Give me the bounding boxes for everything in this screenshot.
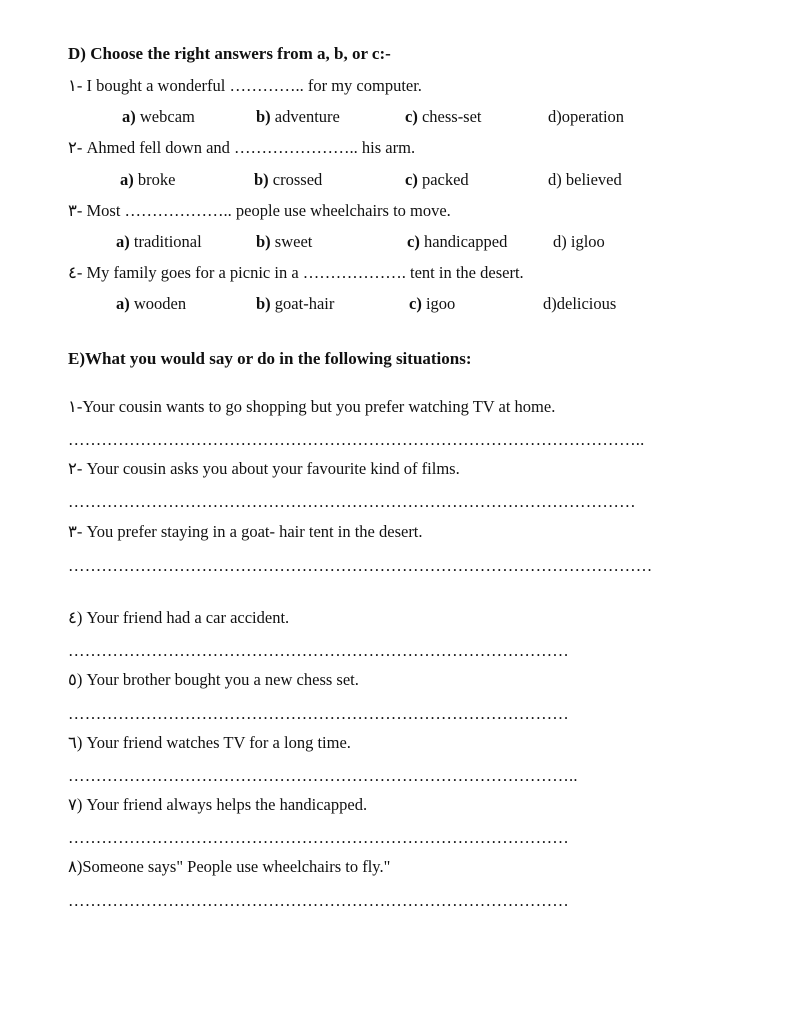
- answer-line-3[interactable]: ……………………………………………………………………………………………: [68, 556, 653, 575]
- situation-1: ١-Your cousin wants to go shopping but you prefer watching TV at home.: [68, 397, 556, 416]
- situation-4: ٤) Your friend had a car accident.: [68, 608, 290, 627]
- q1-option-b[interactable]: b) adventure: [256, 107, 340, 126]
- answer-line-7[interactable]: ………………………………………………………………………………: [68, 828, 569, 847]
- q4-option-b[interactable]: b) goat-hair: [256, 294, 335, 313]
- q2-option-d[interactable]: d) believed: [548, 170, 622, 189]
- situation-5: ٥) Your brother bought you a new chess set.: [68, 670, 359, 689]
- answer-line-8[interactable]: ………………………………………………………………………………: [68, 891, 569, 910]
- answer-line-1[interactable]: …………………………………………………………………………………………..: [68, 430, 645, 449]
- section-e-heading: E)What you would say or do in the following situations:: [68, 349, 472, 368]
- q2-option-c[interactable]: c) packed: [405, 170, 469, 189]
- q2-option-b[interactable]: b) crossed: [254, 170, 323, 189]
- situation-7: ٧) Your friend always helps the handicapped.: [68, 795, 368, 814]
- q1-option-d[interactable]: d)operation: [548, 107, 625, 126]
- q1-option-c[interactable]: c) chess-set: [405, 107, 482, 126]
- q2-option-a[interactable]: a) broke: [120, 170, 176, 189]
- q1-option-a[interactable]: a) webcam: [122, 107, 195, 126]
- answer-line-6[interactable]: ………………………………………………………………………………..: [68, 766, 578, 785]
- q4-option-c[interactable]: c) igoo: [409, 294, 456, 313]
- answer-line-4[interactable]: ………………………………………………………………………………: [68, 641, 569, 660]
- question-4: ٤- My family goes for a picnic in a ………………. tent in the desert.: [68, 263, 524, 282]
- situation-6: ٦) Your friend watches TV for a long time.: [68, 733, 351, 752]
- answer-line-2[interactable]: …………………………………………………………………………………………: [68, 492, 636, 511]
- q3-option-c[interactable]: c) handicapped: [407, 232, 508, 251]
- situation-3: ٣- You prefer staying in a goat- hair tent in the desert.: [68, 522, 423, 541]
- situation-2: ٢- Your cousin asks you about your favourite kind of films.: [68, 459, 460, 478]
- q4-option-d[interactable]: d)delicious: [543, 294, 617, 313]
- question-3: ٣- Most ……………….. people use wheelchairs to move.: [68, 201, 451, 220]
- q3-option-a[interactable]: a) traditional: [116, 232, 202, 251]
- answer-line-5[interactable]: ………………………………………………………………………………: [68, 704, 569, 723]
- situation-8: ٨)Someone says" People use wheelchairs to fly.": [68, 857, 391, 876]
- q3-option-d[interactable]: d) igloo: [553, 232, 605, 251]
- q4-option-a[interactable]: a) wooden: [116, 294, 187, 313]
- question-1: ١- I bought a wonderful ………….. for my computer.: [68, 76, 422, 95]
- question-2: ٢- Ahmed fell down and ………………….. his arm.: [68, 138, 416, 157]
- section-d-heading: D) Choose the right answers from a, b, or c:-: [68, 44, 391, 63]
- q3-option-b[interactable]: b) sweet: [256, 232, 313, 251]
